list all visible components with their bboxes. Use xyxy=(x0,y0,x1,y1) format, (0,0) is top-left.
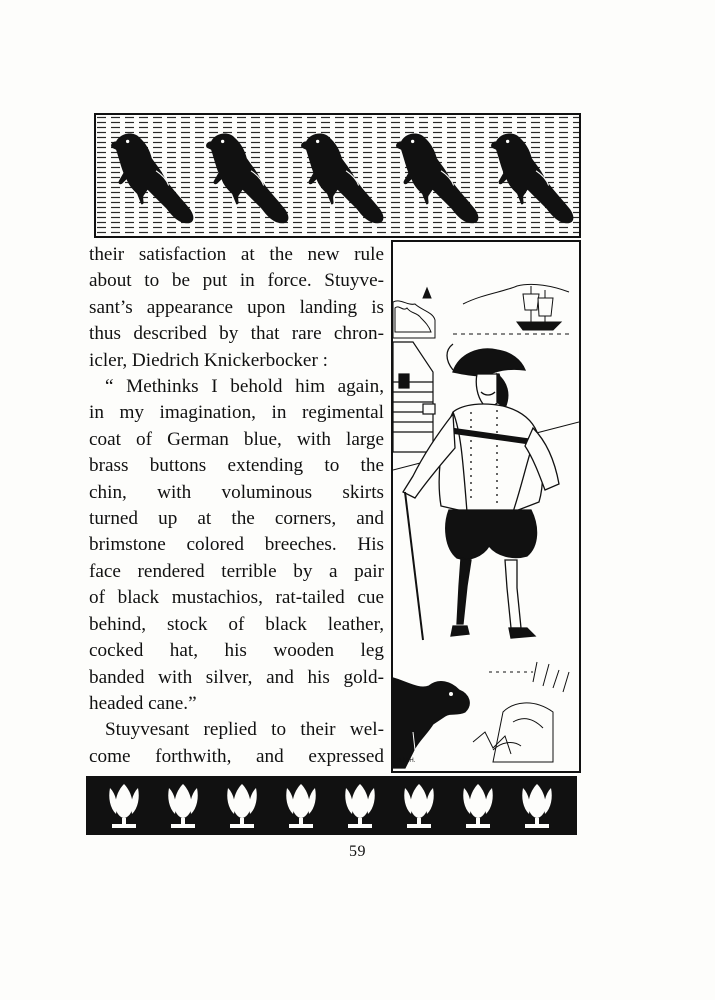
paragraph-reply xyxy=(89,717,384,743)
illustration-svg xyxy=(393,242,579,771)
text-line: turned up at the corners, and xyxy=(89,508,384,530)
text-line: chin, with voluminous skirts xyxy=(89,481,384,503)
paragraph-quote xyxy=(89,374,384,400)
text-line: sant’s appearance upon landing is xyxy=(89,296,384,318)
body-text-column xyxy=(89,242,384,770)
text-line: brimstone colored breeches. His xyxy=(89,534,384,556)
text-line: Stuyvesant replied to their wel- xyxy=(105,719,384,741)
tulip-border-svg xyxy=(88,778,575,833)
text-line: headed cane.” xyxy=(89,692,197,714)
text-line: about to be put in force. Stuyve- xyxy=(89,270,384,292)
text-line: face rendered terrible by a pair xyxy=(89,560,384,582)
page-number: 59 xyxy=(349,843,366,860)
text-line: behind, stock of black leather, xyxy=(89,613,384,635)
text-line: their satisfaction at the new rule xyxy=(89,244,384,265)
text-line: brass buttons extending to the xyxy=(89,455,384,477)
beaver-border-svg xyxy=(96,115,579,236)
text-line: thus described by that rare chron- xyxy=(89,323,384,345)
stuyvesant-illustration xyxy=(391,240,581,773)
bottom-decorative-border xyxy=(86,776,577,835)
text-line: coat of German blue, with large xyxy=(89,428,384,450)
paragraph-quote-body xyxy=(89,400,384,717)
text-line: in my imagination, in regimental xyxy=(89,402,384,424)
text-line: of black mustachios, rat-tailed cue xyxy=(89,587,384,609)
artist-monogram: B.M.H. xyxy=(397,758,416,764)
text-line: icler, Diedrich Knickerbocker : xyxy=(89,349,328,371)
text-line: banded with silver, and his gold- xyxy=(89,666,384,688)
text-line: come forthwith, and expressed xyxy=(89,745,384,767)
text-line: “ Methinks I behold him again, xyxy=(105,376,384,398)
paragraph-reply-cont xyxy=(89,744,384,770)
paragraph-intro xyxy=(89,242,384,374)
top-decorative-border xyxy=(94,113,581,238)
text-line: cocked hat, his wooden leg xyxy=(89,640,384,662)
